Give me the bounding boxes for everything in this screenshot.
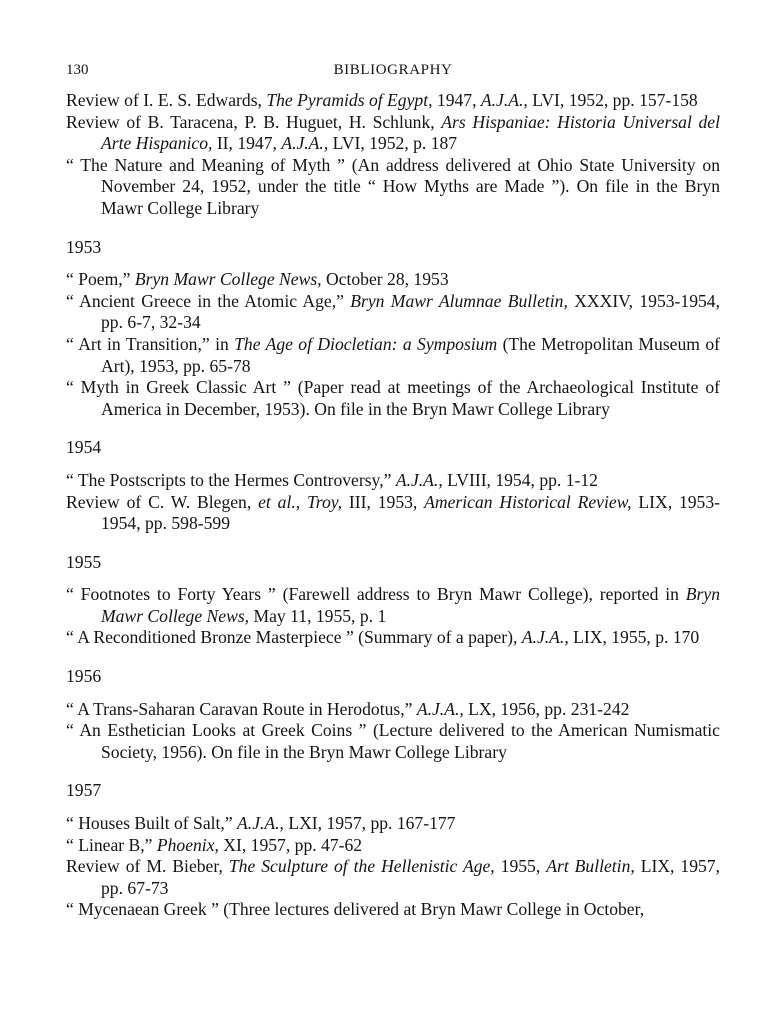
year-section [66, 666, 720, 763]
entry-italic-text: Ars Hispaniae: Historia Universal del Arte Hispanico, [101, 111, 720, 154]
bibliography-entry [66, 112, 720, 155]
bibliography-entry [66, 377, 720, 420]
entry-text: LIX, 1953-1954, pp. 598-599 [101, 491, 720, 534]
year-section [66, 552, 720, 649]
bibliography-entry [66, 470, 720, 492]
year-section [66, 437, 720, 534]
bibliography-entry [66, 856, 720, 899]
entry-text: October 28, 1953 [321, 269, 449, 290]
bibliography-entry [66, 492, 720, 535]
bibliography-page [66, 60, 720, 921]
entry-text: “ A Trans-Saharan Caravan Route in Herodotus,” [66, 698, 417, 719]
entry-italic-text: Bryn Mawr Alumnae Bulletin, [350, 290, 568, 311]
entry-text: LVI, 1952, p. 187 [328, 133, 458, 154]
year-heading: 1957 [66, 780, 102, 801]
entry-italic-text: A.J.A., [480, 90, 528, 110]
bibliography-entry [66, 720, 720, 763]
entry-text: “ An Esthetician Looks at Greek Coins ” (Lecture delivered to the American Numismatic Society, 1956). On file in the Bryn Mawr College Library [66, 720, 720, 762]
page-number: 130 [66, 62, 89, 78]
bibliography-entry [66, 155, 720, 220]
entry-italic-text: A.J.A., [521, 627, 569, 648]
entry-text: III, 1953, [342, 491, 425, 512]
entry-text: “ Art in Transition,” in [66, 333, 235, 354]
entry-italic-text: The Pyramids of Egypt, [266, 90, 433, 110]
entry-text: Review of B. Taracena, P. B. Huguet, H. Schlunk, [66, 111, 442, 132]
entry-text: LVI, 1952, pp. 157-158 [527, 90, 698, 110]
entry-italic-text: et al., Troy, [258, 491, 343, 512]
entry-italic-text: Phoenix, [156, 834, 219, 855]
entry-italic-text: American Historical Review, [424, 491, 632, 512]
entry-text: “ Linear B,” [66, 834, 157, 855]
entry-italic-text: A.J.A., [416, 698, 464, 719]
entry-text: (The Metropolitan Museum of Art), 1953, pp. 65-78 [101, 333, 720, 376]
entry-text: “ Mycenaean Greek ” (Three lectures delivered at Bryn Mawr College in October, [66, 899, 645, 920]
year-heading: 1955 [66, 551, 102, 572]
bibliography-entry [66, 291, 720, 334]
bibliography-entry [66, 334, 720, 377]
bibliography-entry [66, 835, 720, 857]
running-head [66, 60, 720, 84]
entry-text: May 11, 1955, p. 1 [249, 605, 387, 626]
entry-text: “ The Nature and Meaning of Myth ” (An address delivered at Ohio State University on November 24, 1952, under the title “ How Myths are Made ”). On file in the Bryn Mawr College Library [66, 154, 720, 218]
bibliography-entry [66, 899, 720, 921]
year-heading: 1954 [66, 437, 102, 458]
entry-text: “ Houses Built of Salt,” [66, 813, 238, 834]
entry-italic-text: A.J.A., [281, 133, 329, 154]
bibliography-entry [66, 699, 720, 721]
bibliography-entry [66, 90, 720, 112]
entry-italic-text: Bryn Mawr College News, [101, 584, 720, 626]
entry-text: LIX, 1957, pp. 67-73 [101, 856, 720, 898]
entry-text: 1947, [432, 90, 481, 110]
bibliography-entry [66, 584, 720, 627]
entry-text: “ Poem,” [66, 269, 135, 290]
running-title: BIBLIOGRAPHY [333, 62, 453, 78]
entry-text: LXI, 1957, pp. 167-177 [283, 813, 456, 834]
entry-text: “ Ancient Greece in the Atomic Age,” [66, 290, 351, 311]
year-section [66, 237, 720, 421]
bibliography-entry [66, 269, 720, 291]
year-section [66, 780, 720, 921]
entry-text: XI, 1957, pp. 47-62 [218, 834, 363, 855]
entry-italic-text: A.J.A., [395, 469, 443, 490]
entry-text: II, 1947, [212, 133, 282, 154]
entry-text: “ The Postscripts to the Hermes Controversy,” [66, 469, 396, 490]
entry-text: 1955, [494, 856, 547, 877]
entry-italic-text: The Age of Diocletian: a Symposium [234, 333, 498, 354]
entry-italic-text: Bryn Mawr College News, [134, 269, 322, 290]
year-heading: 1953 [66, 236, 102, 257]
entry-text: XXXIV, 1953-1954, pp. 6-7, 32-34 [101, 290, 720, 333]
entry-text: “ Myth in Greek Classic Art ” (Paper read at meetings of the Archaeological Institute of America in December, 1953). On file in the Bryn Mawr College Library [66, 377, 720, 419]
bibliography-entry [66, 627, 720, 649]
bibliography-entry [66, 813, 720, 835]
entry-italic-text: Art Bulletin, [546, 856, 635, 877]
entry-italic-text: A.J.A., [237, 813, 284, 834]
entry-text: “ Footnotes to Forty Years ” (Farewell address to Bryn Mawr College), reported in [66, 584, 686, 605]
entry-text: LIX, 1955, p. 170 [568, 627, 700, 648]
entry-text: Review of C. W. Blegen, [66, 491, 259, 512]
entry-text: LX, 1956, pp. 231-242 [463, 698, 630, 719]
entry-text: LVIII, 1954, pp. 1-12 [442, 469, 598, 490]
year-heading: 1956 [66, 666, 102, 687]
bibliography-list [66, 90, 720, 921]
entry-text: Review of I. E. S. Edwards, [66, 90, 267, 110]
entry-text: “ A Reconditioned Bronze Masterpiece ” (Summary of a paper), [66, 627, 522, 648]
year-section [66, 90, 720, 220]
entry-italic-text: The Sculpture of the Hellenistic Age, [228, 856, 495, 877]
entry-text: Review of M. Bieber, [66, 856, 229, 877]
